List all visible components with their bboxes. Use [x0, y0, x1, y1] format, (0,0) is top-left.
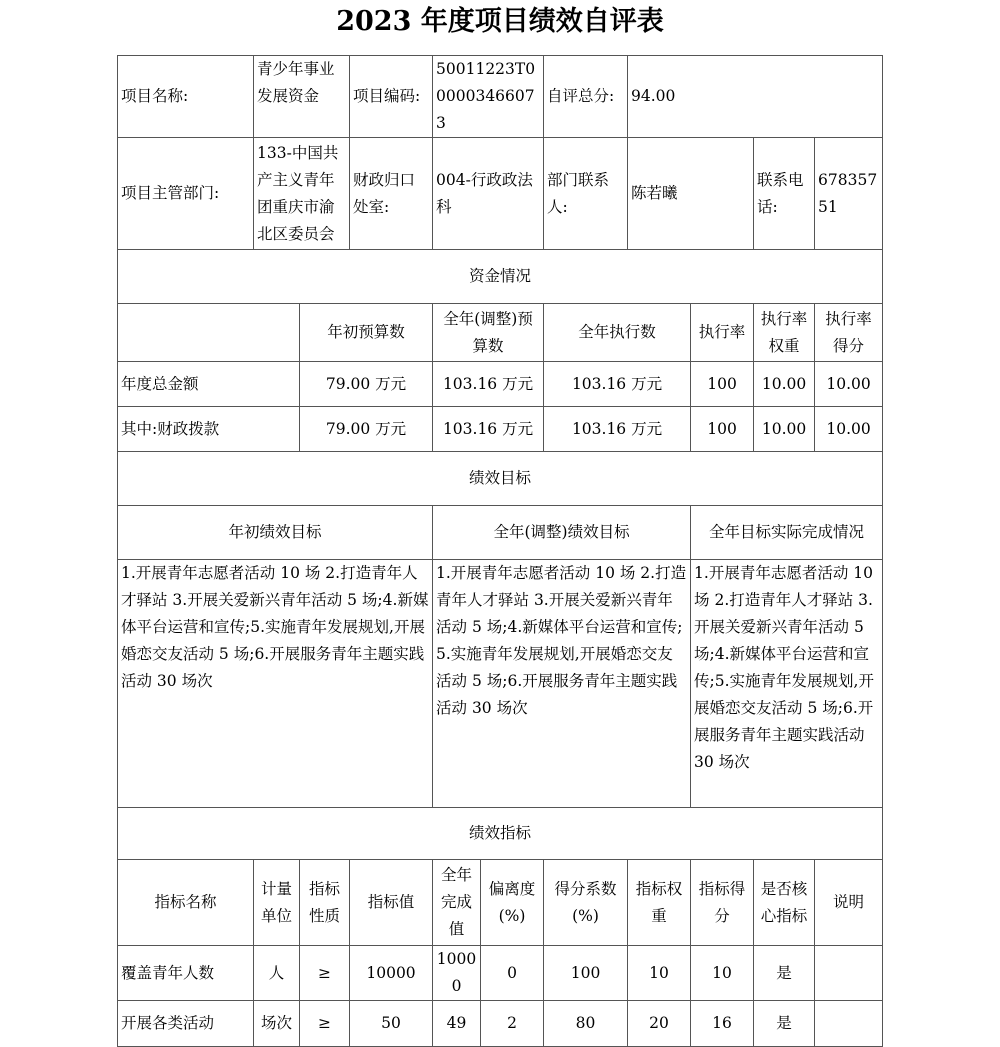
ind-cell: 场次	[254, 1001, 300, 1047]
funds-cell: 10.00	[754, 407, 815, 452]
self-score-label: 自评总分:	[544, 56, 628, 138]
ind-cell: 49	[433, 1001, 481, 1047]
self-score-value: 94.00	[628, 56, 883, 138]
funds-cell: 103.16 万元	[544, 407, 691, 452]
ind-header-target: 指标值	[350, 860, 433, 946]
ind-cell: 20	[628, 1001, 691, 1047]
funds-header-exec-weight: 执行率权重	[754, 304, 815, 362]
project-name-value: 青少年事业发展资金	[254, 56, 350, 138]
phone-label: 联系电话:	[754, 138, 815, 250]
funds-row-label: 年度总金额	[118, 362, 300, 407]
ind-cell: 80	[544, 1001, 628, 1047]
funds-cell: 103.16 万元	[433, 407, 544, 452]
document-title: 2023 年度项目绩效自评表	[336, 6, 664, 37]
ind-cell: ≥	[300, 1001, 350, 1047]
funds-cell: 79.00 万元	[300, 407, 433, 452]
ind-header-deviation: 偏离度(%)	[481, 860, 544, 946]
ind-cell: 100	[544, 946, 628, 1001]
ind-cell: 16	[691, 1001, 754, 1047]
funds-header-blank	[118, 304, 300, 362]
funds-cell: 103.16 万元	[433, 362, 544, 407]
ind-cell: 10	[628, 946, 691, 1001]
indicator-row	[118, 946, 883, 1001]
ind-cell-name: 覆盖青年人数	[118, 946, 254, 1001]
finance-office-label: 财政归口处室:	[350, 138, 433, 250]
project-name-label: 项目名称:	[118, 56, 254, 138]
funds-row-label: 其中:财政拨款	[118, 407, 300, 452]
ind-cell: 是	[754, 1001, 815, 1047]
goals-section-title: 绩效目标	[118, 452, 883, 506]
funds-cell: 100	[691, 407, 754, 452]
phone-value: 67835751	[815, 138, 883, 250]
ind-cell: 10	[691, 946, 754, 1001]
funds-cell: 103.16 万元	[544, 362, 691, 407]
funds-section-title: 资金情况	[118, 250, 883, 304]
dept-label: 项目主管部门:	[118, 138, 254, 250]
ind-cell: 是	[754, 946, 815, 1001]
goals-header-actual: 全年目标实际完成情况	[691, 506, 883, 560]
goals-text-initial: 1.开展青年志愿者活动 10 场 2.打造青年人才驿站 3.开展关爱新兴青年活动 5 场;4.新媒体平台运营和宣传;5.实施青年发展规划,开展婚恋交友活动 5 场;6.开展服务青年主题实践活动 30 场次	[118, 560, 433, 808]
ind-cell: 10000	[433, 946, 481, 1001]
ind-cell: 人	[254, 946, 300, 1001]
funds-cell: 10.00	[815, 362, 883, 407]
ind-cell-note	[815, 946, 883, 1001]
ind-cell-name: 开展各类活动	[118, 1001, 254, 1047]
goals-text-actual: 1.开展青年志愿者活动 10 场 2.打造青年人才驿站 3.开展关爱新兴青年活动 5 场;4.新媒体平台运营和宣传;5.实施青年发展规划,开展婚恋交友活动 5 场;6.开展服务青年主题实践活动 30 场次	[691, 560, 883, 808]
funds-header-executed: 全年执行数	[544, 304, 691, 362]
ind-header-name: 指标名称	[118, 860, 254, 946]
funds-cell: 100	[691, 362, 754, 407]
goals-header-initial: 年初绩效目标	[118, 506, 433, 560]
ind-cell: 10000	[350, 946, 433, 1001]
ind-cell-note	[815, 1001, 883, 1047]
ind-header-weight: 指标权重	[628, 860, 691, 946]
goals-header-row	[118, 506, 883, 560]
funds-header-exec-rate: 执行率	[691, 304, 754, 362]
ind-cell: ≥	[300, 946, 350, 1001]
ind-cell: 50	[350, 1001, 433, 1047]
finance-office-value: 004-行政政法科	[433, 138, 544, 250]
goals-text-row	[118, 560, 883, 808]
evaluation-table	[117, 55, 883, 1047]
project-code-value: 50011223T000003466073	[433, 56, 544, 138]
ind-header-note: 说明	[815, 860, 883, 946]
funds-header-initial-budget: 年初预算数	[300, 304, 433, 362]
project-info-row	[118, 56, 883, 138]
ind-cell: 2	[481, 1001, 544, 1047]
indicators-header-row	[118, 860, 883, 946]
contact-label: 部门联系人:	[544, 138, 628, 250]
funds-cell: 79.00 万元	[300, 362, 433, 407]
goals-header-adjusted: 全年(调整)绩效目标	[433, 506, 691, 560]
funds-header-row	[118, 304, 883, 362]
funds-row	[118, 362, 883, 407]
project-code-label: 项目编码:	[350, 56, 433, 138]
funds-cell: 10.00	[815, 407, 883, 452]
ind-header-unit: 计量单位	[254, 860, 300, 946]
ind-cell: 0	[481, 946, 544, 1001]
ind-header-core: 是否核心指标	[754, 860, 815, 946]
funds-cell: 10.00	[754, 362, 815, 407]
funds-header-adjusted-budget: 全年(调整)预算数	[433, 304, 544, 362]
department-info-row	[118, 138, 883, 250]
indicator-row	[118, 1001, 883, 1047]
ind-header-score: 指标得分	[691, 860, 754, 946]
contact-value: 陈若曦	[628, 138, 754, 250]
ind-header-completed: 全年完成值	[433, 860, 481, 946]
ind-header-nature: 指标性质	[300, 860, 350, 946]
goals-text-adjusted: 1.开展青年志愿者活动 10 场 2.打造青年人才驿站 3.开展关爱新兴青年活动 5 场;4.新媒体平台运营和宣传;5.实施青年发展规划,开展婚恋交友活动 5 场;6.开展服务青年主题实践活动 30 场次	[433, 560, 691, 808]
indicators-section-title: 绩效指标	[118, 808, 883, 860]
ind-header-coefficient: 得分系数(%)	[544, 860, 628, 946]
funds-row	[118, 407, 883, 452]
funds-header-exec-score: 执行率得分	[815, 304, 883, 362]
dept-value: 133-中国共产主义青年团重庆市渝北区委员会	[254, 138, 350, 250]
